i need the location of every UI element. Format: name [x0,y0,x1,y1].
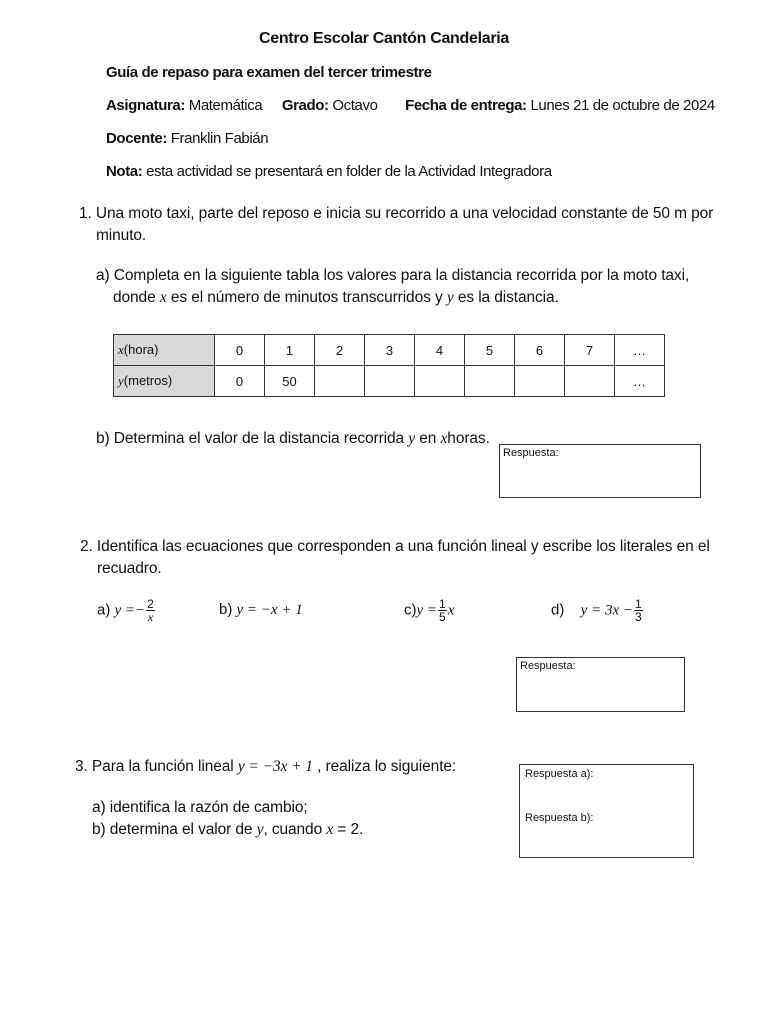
teacher-line [106,130,268,147]
table-cell-blank[interactable] [315,366,365,397]
table-cell-blank[interactable] [415,366,465,397]
q3-part-b: b) determina el valor de y, cuando x = 2. [92,821,364,838]
q2-option-c: c)y = $\frac{1}{5}$ x [404,597,455,624]
table-cell: … [615,335,665,366]
grade-value: Octavo [332,97,378,114]
q1a-instruction: a) Completa en la siguiente tabla los valores para la distancia recorrida por la moto taxi, donde x es el número de minutos transcurridos y y es la distancia. [96,267,690,306]
q3-statement: 3. Para la función lineal y = −3x + 1 , realiza lo siguiente: [75,758,457,775]
table-cell-blank[interactable] [565,366,615,397]
table-cell-blank[interactable] [465,366,515,397]
q2-option-b: b) y = −x + 1 [219,601,303,618]
values-table [113,334,665,397]
subject-label: Asignatura: [106,97,185,114]
due-date-value: Lunes 21 de octubre de 2024 [530,97,715,114]
subject-line [106,97,746,114]
table-cell: 3 [365,335,415,366]
q2-statement: 2. Identifica las ecuaciones que corresponden a una función lineal y escribe los literales en el recuadro. [80,538,710,577]
table-cell: … [615,366,665,397]
table-cell: 2 [315,335,365,366]
subject-value: Matemática [188,97,263,114]
table-cell: 4 [415,335,465,366]
answer-b-label: Respuesta b): [525,812,594,824]
due-date-label: Fecha de entrega: [405,97,527,114]
note-line [106,163,552,180]
q1b-instruction: b) Determina el valor de la distancia recorrida y en xhoras. [96,430,490,447]
table-row [114,366,665,397]
table-cell: 7 [565,335,615,366]
table-cell: 0 [215,335,265,366]
q1-statement: 1. Una moto taxi, parte del reposo e inicia su recorrido a una velocidad constante de 50 m por minuto. [79,205,714,244]
school-name: Centro Escolar Cantón Candelaria [258,30,510,47]
table-cell: 1 [265,335,315,366]
teacher-value: Franklin Fabián [170,130,269,147]
q2-answer-box[interactable] [516,657,685,712]
table-cell: 6 [515,335,565,366]
q1-answer-box[interactable] [499,444,701,498]
grade-label: Grado: [281,97,329,114]
teacher-label: Docente: [106,130,167,147]
table-cell: 50 [265,366,315,397]
note-value: esta actividad se presentará en folder de la Actividad Integradora [146,163,552,180]
row-header-x: x(hora) [114,335,215,366]
q3-answer-box[interactable] [519,764,694,858]
answer-label: Respuesta: [503,447,559,459]
note-label: Nota: [106,163,143,180]
q2-option-d: d) y = 3x − $\frac{1}{3}$ [551,597,642,624]
table-cell: 0 [215,366,265,397]
row-header-y: y(metros) [114,366,215,397]
table-row [114,335,665,366]
answer-label: Respuesta: [520,660,576,672]
table-cell-blank[interactable] [365,366,415,397]
q2-option-a: a) y =− $\frac{2}{x}$ [97,597,154,624]
guide-title: Guía de repaso para examen del tercer trimestre [106,64,432,81]
q3-part-a: a) identifica la razón de cambio; [92,799,308,816]
table-cell: 5 [465,335,515,366]
answer-a-label: Respuesta a): [525,768,594,780]
table-cell-blank[interactable] [515,366,565,397]
